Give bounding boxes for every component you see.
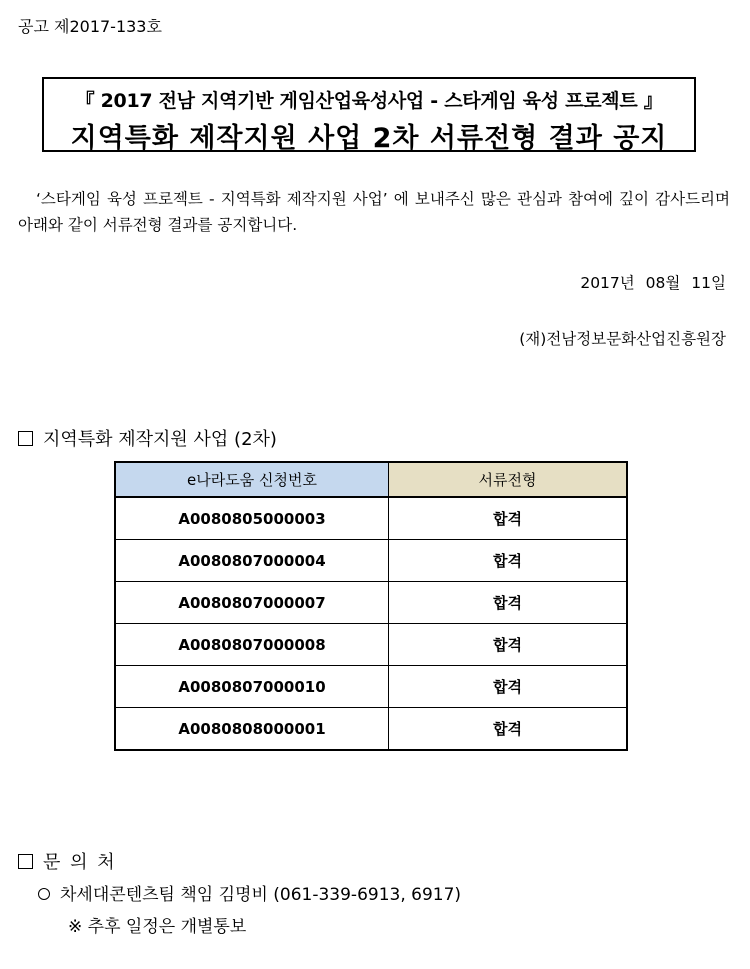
application-number: A0080807000007: [115, 582, 389, 624]
title-main: 지역특화 제작지원 사업 2차 서류전형 결과 공지: [70, 123, 668, 154]
body-text: ‘스타게임 육성 프로젝트 - 지역특화 제작지원 사업’ 에 보내주신 많은 관심과 참여에 깊이 감사드리며 아래와 같이 서류전형 결과를 공지합니다.: [18, 190, 730, 234]
table-row: [115, 624, 627, 666]
header-document-screening: 서류전형: [389, 462, 628, 497]
contact-item: [38, 880, 461, 905]
notice-number: 공고 제2017-133호: [18, 17, 162, 36]
issuer: (재)전남정보문화산업진흥원장: [519, 330, 726, 348]
table-row: [115, 540, 627, 582]
screening-result: 합격: [389, 624, 628, 666]
title-project: 『 2017 전남 지역기반 게임산업육성사업 - 스타게임 육성 프로젝트 』: [75, 90, 663, 112]
screening-result: 합격: [389, 666, 628, 708]
contact-title: 문 의 처: [43, 852, 115, 873]
screening-result: 합격: [389, 708, 628, 751]
table-row: [115, 666, 627, 708]
contact-heading: [18, 848, 115, 874]
contact-detail: 차세대콘텐츠팀 책임 김명비 (061-339-6913, 6917): [60, 885, 462, 905]
application-number: A0080807000004: [115, 540, 389, 582]
checkbox-icon: [18, 431, 33, 446]
application-number: A0080808000001: [115, 708, 389, 751]
table-row: [115, 497, 627, 540]
application-number: A0080807000010: [115, 666, 389, 708]
table-row: [115, 708, 627, 751]
result-table: [114, 461, 628, 751]
screening-result: 합격: [389, 497, 628, 540]
table-header-row: [115, 462, 627, 497]
schedule-note: ※ 추후 일정은 개별통보: [68, 917, 247, 937]
application-number: A0080807000008: [115, 624, 389, 666]
screening-result: 합격: [389, 540, 628, 582]
table-row: [115, 582, 627, 624]
screening-result: 합격: [389, 582, 628, 624]
circle-bullet-icon: [38, 888, 50, 900]
checkbox-icon: [18, 854, 33, 869]
application-number: A0080805000003: [115, 497, 389, 540]
header-application-number: e나라도움 신청번호: [115, 462, 389, 497]
notice-date: 2017년 08월 11일: [580, 274, 726, 292]
section-title: 지역특화 제작지원 사업 (2차): [43, 429, 277, 450]
title-box: [42, 77, 696, 152]
section-heading: [18, 425, 277, 451]
